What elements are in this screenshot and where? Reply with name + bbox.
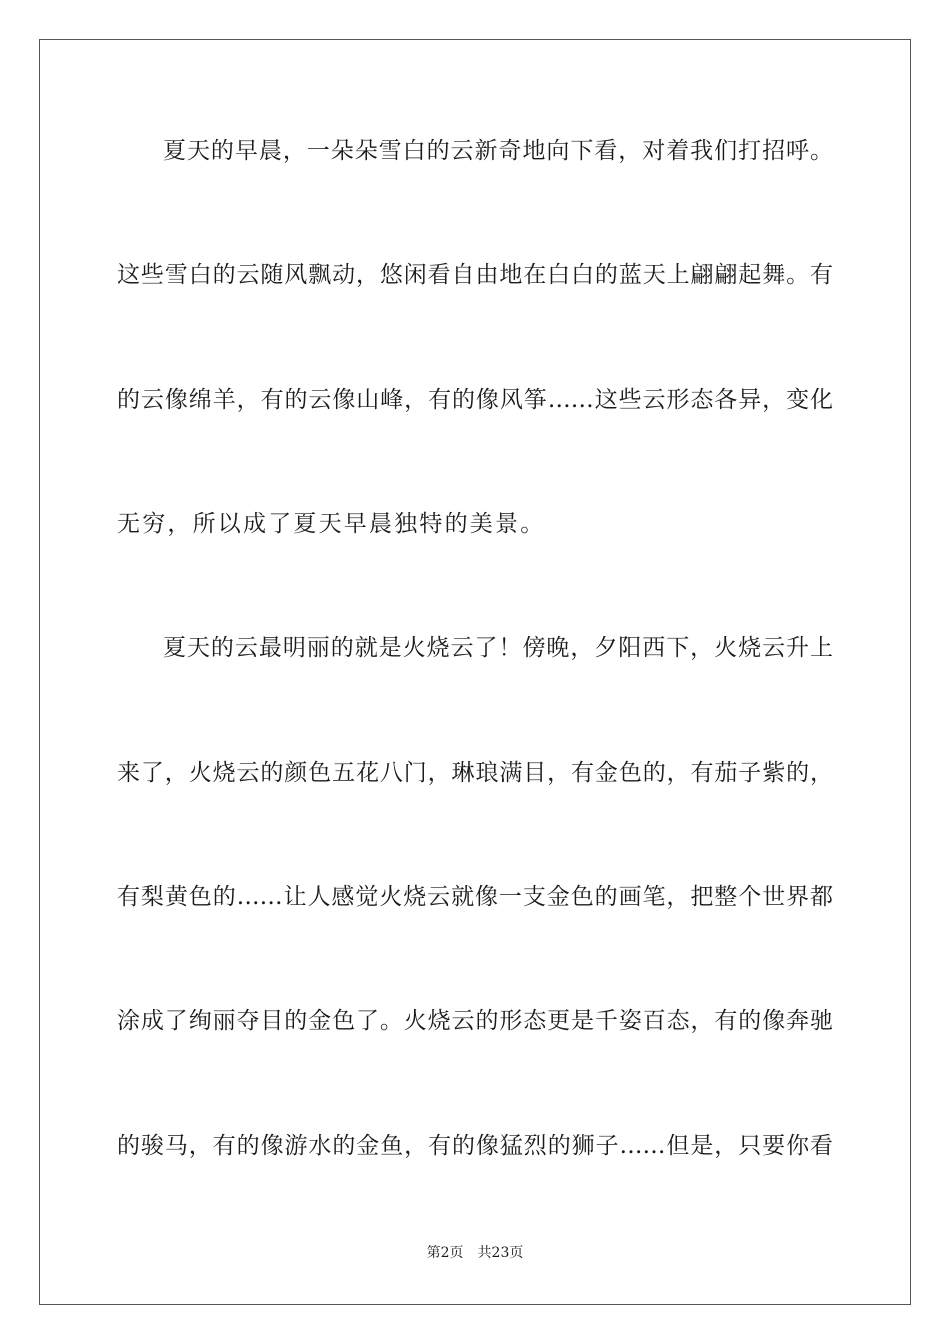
text-line: 的云像绵羊，有的云像山峰，有的像风筝……这些云形态各异，变化 xyxy=(117,387,833,413)
page-total: 共23页 xyxy=(477,1245,524,1261)
text-line: 有梨黄色的……让人感觉火烧云就像一支金色的画笔，把整个世界都 xyxy=(117,884,833,910)
text-line: 这些雪白的云随风飘动，悠闲看自由地在白白的蓝天上翩翩起舞。有 xyxy=(117,262,833,288)
text-line: 的骏马，有的像游水的金鱼，有的像猛烈的狮子……但是，只要你看 xyxy=(117,1133,833,1159)
page-number: 第2页 xyxy=(426,1245,464,1261)
text-line: 夏天的早晨，一朵朵雪白的云新奇地向下看，对着我们打招呼。 xyxy=(163,138,833,164)
text-line: 夏天的云最明丽的就是火烧云了！傍晚，夕阳西下，火烧云升上 xyxy=(163,635,833,661)
page-frame xyxy=(39,39,911,1305)
text-line: 来了，火烧云的颜色五花八门，琳琅满目，有金色的，有茄子紫的， xyxy=(117,760,833,786)
text-line: 涂成了绚丽夺目的金色了。火烧云的形态更是千姿百态，有的像奔驰 xyxy=(117,1008,833,1034)
page-footer xyxy=(0,1243,950,1263)
text-line: 无穷，所以成了夏天早晨独特的美景。 xyxy=(117,511,546,537)
